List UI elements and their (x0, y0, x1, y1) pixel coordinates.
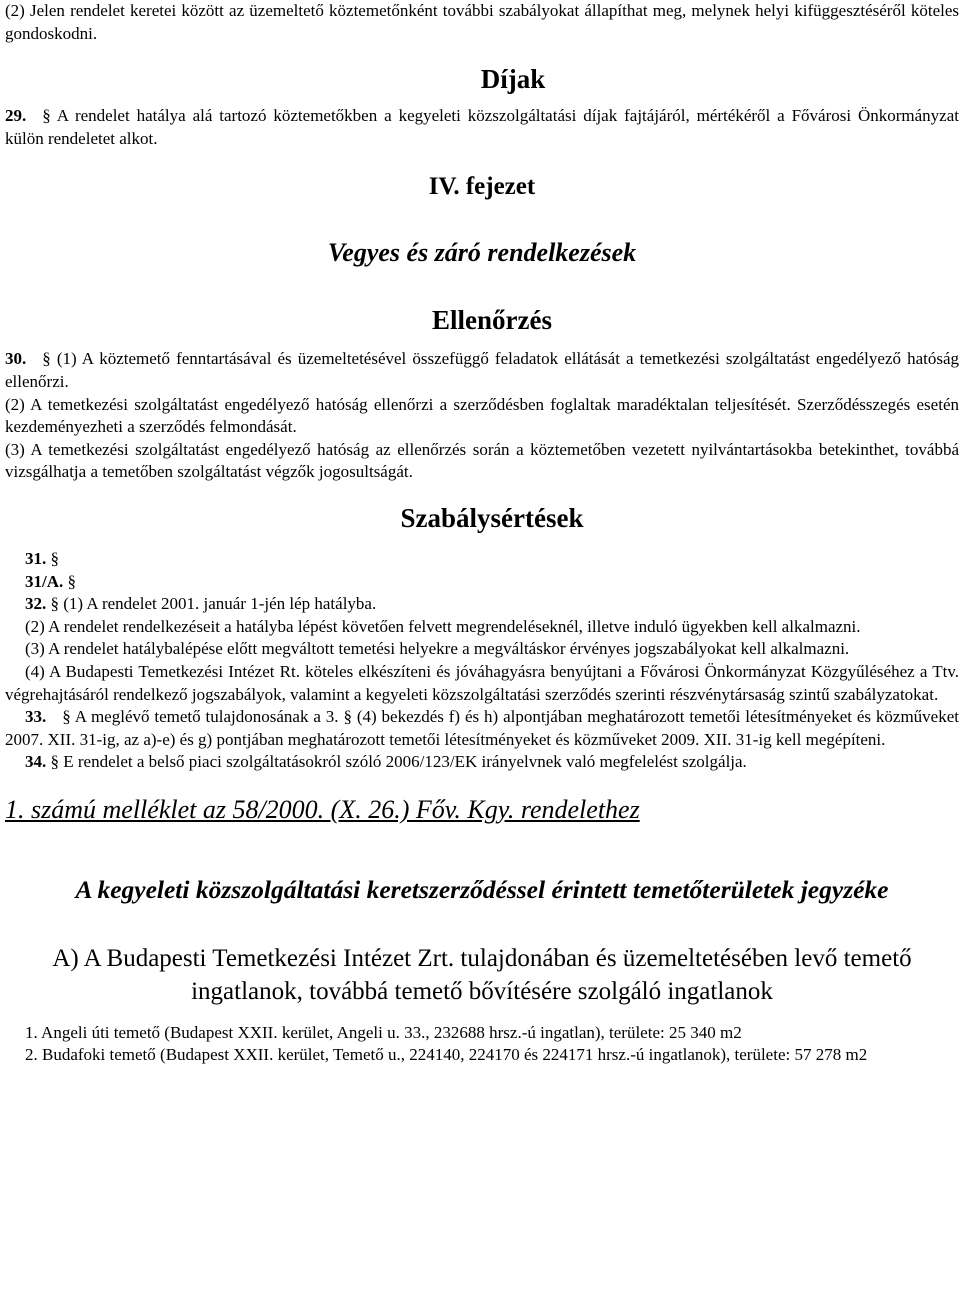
section-sign: § (50, 548, 59, 568)
section-sign: § (50, 594, 59, 614)
section-number: 33. (25, 707, 47, 727)
section-sign: § (67, 571, 76, 591)
paragraph-31 (25, 548, 959, 571)
paragraph-text: (1) A köztemető fenntartásával és üzemeltetésével összefüggő feladatok ellátását a temetkezési szolgáltatást engedélyező hatóság ellenőrzi. (5, 349, 959, 391)
section-number: 31. (25, 548, 47, 568)
chapter-title: IV. fejezet (428, 173, 536, 201)
paragraph-text: (1) A rendelet 2001. január 1-jén lép hatályba. (63, 594, 377, 614)
chapter-subtitle: Vegyes és záró rendelkezések (327, 238, 637, 268)
list-item: 2. Budafoki temető (Budapest XXII. kerület, Temető u., 224140, 224170 és 224171 hrsz.-ú ingatlanok), területe: 57 278 m2 (25, 1045, 868, 1065)
paragraph-33 (5, 706, 959, 751)
section-sign: § (42, 349, 51, 369)
section-number: 30. (5, 349, 27, 369)
paragraph-32-1 (25, 593, 959, 616)
paragraph-32-3: (3) A rendelet hatálybalépése előtt megváltott temetési helyekre a megváltáskor érvényes jogszabályokat kell alkalmazni. (25, 639, 850, 659)
paragraph-31a (25, 571, 959, 594)
paragraph-32-4: (4) A Budapesti Temetkezési Intézet Rt. köteles elkészíteni és jóváhagyásra benyújtani a Fővárosi Önkormányzat Közgyűléséhez a Ttv. végrehajtásáról rendelkező jogszabályok, valamint a kegyeleti közszolgáltatási szerződés szerinti részvénytársaság szintű szabályzatokat. (5, 661, 959, 704)
paragraph-text: A rendelet hatálya alá tartozó köztemetőkben a kegyeleti közszolgáltatási díjak fajtájáról, mértékéről a Fővárosi Önkormányzat külön rendeletet alkot. (5, 106, 960, 148)
section-sign: § (42, 106, 51, 126)
heading-szabalysertesek: Szabálysértések (400, 502, 584, 533)
list-item: 1. Angeli úti temető (Budapest XXII. kerület, Angeli u. 33., 232688 hrsz.-ú ingatlan), területe: 25 340 m2 (25, 1022, 742, 1042)
section-number: 29. (5, 106, 27, 126)
annex-list (5, 1022, 959, 1045)
heading-ellenorzes: Ellenőrzés (432, 305, 552, 336)
section-number: 32. (25, 594, 47, 614)
paragraph-30-1 (5, 348, 959, 393)
paragraph-30-3: (3) A temetkezési szolgáltatást engedélyező hatóság az ellenőrzés során a köztemetőben vezetett nyilvántartásokba betekinthet, továbbá vizsgálhatja a temetőben szolgáltatást végzők jogosultságát. (5, 439, 959, 482)
paragraph-29 (5, 105, 959, 150)
paragraph-30-2: (2) A temetkezési szolgáltatást engedélyező hatóság ellenőrzi a szerződésben foglaltak maradéktalan teljesítését. Szerződésszegés esetén kezdeményezheti a szerződés felmondását. (5, 394, 959, 437)
annex-section-a: A) A Budapesti Temetkezési Intézet Zrt. tulajdonában és üzemeltetésében levő temető ingatlanok, továbbá temető bővítésére szolgáló ingatlanok (52, 944, 912, 1005)
annex-subtitle: A kegyeleti közszolgáltatási keretszerződéssel érintett temetőterületek jegyzéke (75, 874, 889, 904)
paragraph-34 (5, 751, 959, 774)
paragraph-28-2: (2) Jelen rendelet keretei között az üzemeltető köztemetőnként további szabályokat állapíthat meg, melynek helyi kifüggesztéséről köteles gondoskodni. (5, 1, 959, 43)
paragraph-text: A meglévő temető tulajdonosának a 3. § (4) bekezdés f) és h) alpontjában meghatározott temetői létesítményeket és közműveket 2007. XII. 31-ig, az a)-e) és g) pontjában meghatározott temetői létesítményeket és közműveket 2009. XII. 31-ig kell megépíteni. (5, 707, 960, 749)
paragraph-32-2: (2) A rendelet rendelkezéseit a hatályba lépést követően felvett megrendeléseknél, illetve induló ügyekben kell alkalmazni. (25, 616, 861, 636)
section-number: 31/A. (25, 571, 64, 591)
annex-title: 1. számú melléklet az 58/2000. (X. 26.) Főv. Kgy. rendelethez (5, 794, 640, 824)
section-number: 34. (25, 752, 47, 772)
paragraph-text: E rendelet a belső piaci szolgáltatásokról szóló 2006/123/EK irányelvnek való megfelelést szolgálja. (63, 752, 747, 772)
section-sign: § (62, 707, 71, 727)
section-sign: § (50, 752, 59, 772)
heading-dijak: Díjak (480, 64, 546, 95)
